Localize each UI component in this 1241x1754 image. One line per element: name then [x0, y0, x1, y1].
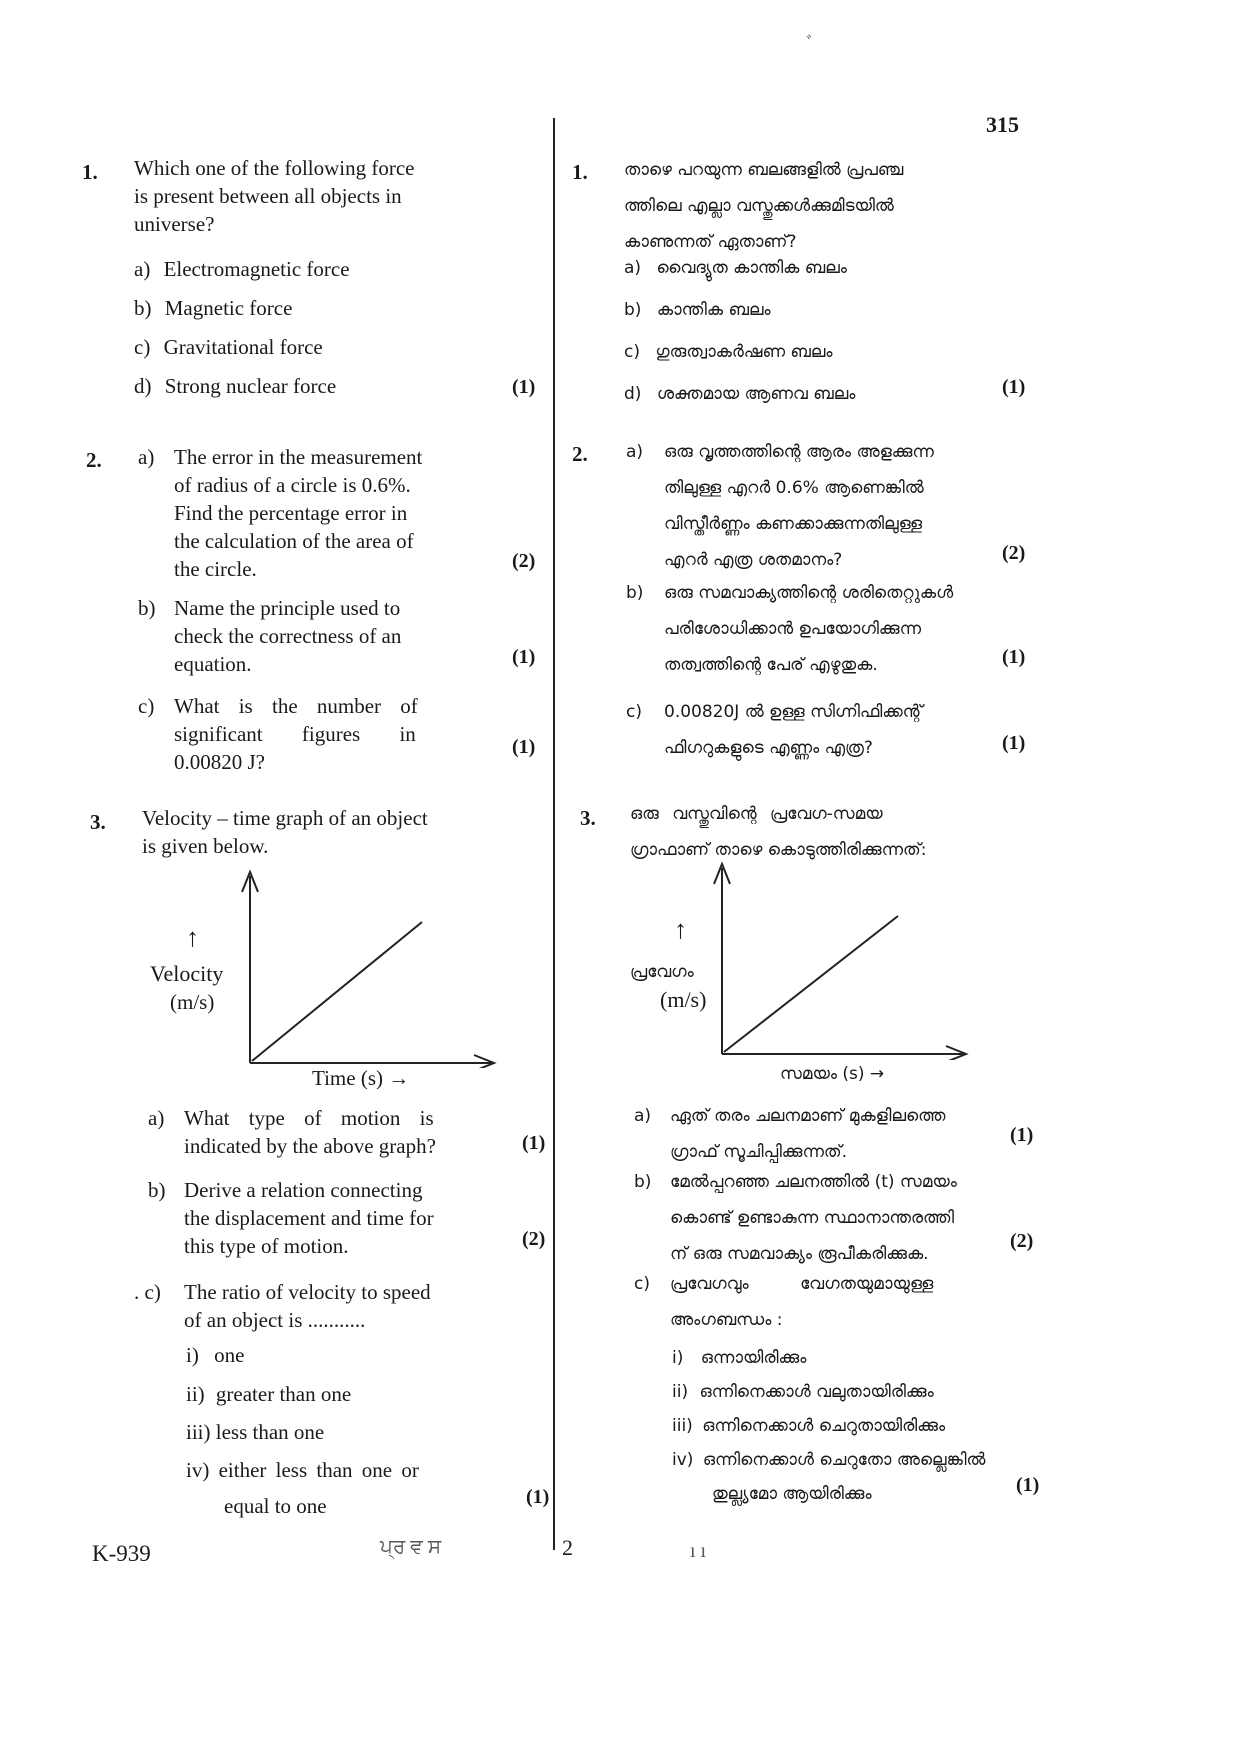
text-line: എറർ എത്ര ശതമാനം?: [664, 550, 843, 570]
text-line: ഒരു വൃത്തത്തിന്റെ ആരം അളക്കുന്ന: [664, 442, 934, 462]
text-line: What type of motion is: [184, 1106, 434, 1130]
en-q1-line: universe?: [134, 212, 215, 236]
en-q1-option-c: [134, 333, 323, 361]
text-line: വിസ്തീർണ്ണം കണക്കാക്കുന്നതിലുള്ള: [664, 514, 923, 534]
ml-q3c-text: [670, 1266, 1010, 1338]
text-line: അംഗബന്ധം :: [670, 1310, 783, 1330]
en-q2b-label: b): [138, 596, 156, 620]
option-text: ശക്തമായ ആണവ ബലം: [656, 384, 856, 404]
option-text: greater than one: [215, 1382, 352, 1406]
ml-q1-option-b: [624, 292, 771, 328]
text-line: this type of motion.: [184, 1234, 349, 1258]
ml-q3a-mark: (1): [1010, 1124, 1034, 1146]
ml-q3c-option-iii: [672, 1408, 945, 1444]
option-text: one: [214, 1343, 245, 1367]
ml-q2a-label: a): [626, 442, 644, 462]
option-label: ii): [186, 1382, 205, 1406]
option-text: Gravitational force: [163, 335, 323, 359]
text-line: check the correctness of an: [174, 624, 402, 648]
ml-q2b-label: b): [626, 583, 644, 603]
ml-q3c-label: c): [634, 1274, 650, 1294]
option-text: ഒന്നിനെക്കാൾ ചെറുതോ അല്ലെങ്കിൽ: [702, 1450, 986, 1470]
ml-graph-xlabel: സമയം (s) →: [780, 1064, 885, 1084]
text-line: The error in the measurement: [174, 445, 423, 469]
option-label: a): [134, 257, 151, 281]
text-line: ഒരു വസ്തുവിന്റെ പ്രവേഗ-സമയ: [630, 804, 883, 824]
en-q2a-mark: (2): [512, 550, 536, 572]
ml-q3c-option-ii: [672, 1374, 934, 1410]
en-q3b-mark: (2): [522, 1228, 546, 1250]
ml-q1-option-a: [624, 250, 847, 286]
text-line: the circle.: [174, 557, 257, 581]
ml-q3b-mark: (2): [1010, 1230, 1034, 1252]
option-text: ഒന്നായിരിക്കും: [700, 1348, 807, 1368]
ml-q2c-text: [664, 694, 994, 766]
ml-q3-stem: [630, 796, 1010, 868]
text-line: Name the principle used to: [174, 596, 401, 620]
text-line: The ratio of velocity to speed: [184, 1280, 431, 1304]
en-q3-stem: [142, 804, 522, 860]
text-line: Find the percentage error in: [174, 501, 408, 525]
option-label: d): [134, 374, 152, 398]
en-q2c-mark: (1): [512, 736, 536, 758]
ml-q1-stem: [624, 152, 984, 260]
option-label: i): [672, 1348, 684, 1368]
option-label: iv): [672, 1450, 694, 1470]
text-line: of an object is ...........: [184, 1308, 366, 1332]
text-line: പ്രവേഗവും വേഗതയുമായുള്ള: [670, 1274, 934, 1294]
ml-q2b-mark: (1): [1002, 646, 1026, 668]
ml-graph-yunit: (m/s): [660, 987, 707, 1012]
ml-graph-ylabel: പ്രവേഗം: [630, 962, 694, 982]
option-label: d): [624, 384, 642, 404]
ml-q2-number: 2.: [572, 442, 588, 466]
en-q2a-label: a): [138, 445, 155, 469]
ml-q2a-mark: (2): [1002, 542, 1026, 564]
text-line: ഒരു സമവാക്യത്തിന്റെ ശരിതെറ്റുകൾ: [664, 583, 954, 603]
text-line: is given below.: [142, 834, 269, 858]
ml-q3a-text: [670, 1098, 1000, 1170]
option-label: iv): [186, 1458, 210, 1482]
text-line: the calculation of the area of: [174, 529, 414, 553]
ml-q1-mark: (1): [1002, 376, 1026, 398]
en-q2-number: 2.: [86, 448, 102, 472]
text-line: തിലുള്ള എറർ 0.6% ആണെങ്കിൽ: [664, 478, 924, 498]
up-arrow-icon: ↑: [186, 923, 199, 952]
option-text: either less than one or: [218, 1458, 419, 1482]
text-line: കൊണ്ട് ഉണ്ടാകുന്ന സ്ഥാനാന്തരത്തി: [670, 1208, 955, 1228]
en-q1-option-a: [134, 255, 350, 283]
option-label: iii): [186, 1420, 211, 1444]
footer-page-number: 2: [562, 1535, 573, 1560]
velocity-line: [252, 922, 422, 1061]
text-line: equation.: [174, 652, 252, 676]
option-label: iii): [672, 1416, 693, 1436]
option-text: വൈദ്യുത കാന്തിക ബലം: [656, 258, 847, 278]
option-label: b): [624, 300, 642, 320]
text-line: ഏത് തരം ചലനമാണ് മുകളിലത്തെ: [670, 1106, 946, 1126]
ml-q3c-option-i: [672, 1340, 806, 1376]
text-line: of radius of a circle is 0.6%.: [174, 473, 411, 497]
en-graph-axes: [230, 868, 500, 1068]
option-label: ii): [672, 1382, 689, 1402]
ml-q3b-text: [670, 1164, 1010, 1272]
en-graph-ylabel: Velocity: [150, 961, 224, 986]
ml-q2c-mark: (1): [1002, 732, 1026, 754]
en-q1-line: is present between all objects in: [134, 184, 402, 208]
option-text: ഒന്നിനെക്കാൾ വലുതായിരിക്കും: [699, 1382, 934, 1402]
option-text: ഗുരുത്വാകർഷണ ബലം: [655, 342, 833, 362]
en-q3c-option-iv: [186, 1456, 419, 1484]
en-q1-option-b: [134, 294, 292, 322]
en-q3c-option-iv-continued: equal to one: [224, 1494, 327, 1518]
option-label: a): [624, 258, 642, 278]
text-line: ത്തിലെ എല്ലാ വസ്തുക്കൾക്കുമിടയിൽ: [624, 196, 894, 216]
text-line: പരിശോധിക്കാൻ ഉപയോഗിക്കുന്ന: [664, 619, 922, 639]
option-text: Magnetic force: [164, 296, 293, 320]
option-label: c): [134, 335, 151, 359]
ml-q3c-option-iv: [672, 1442, 985, 1478]
stray-mark: ﾞ: [806, 34, 815, 54]
option-label: b): [134, 296, 152, 320]
text-line: ഫിഗറുകളുടെ എണ്ണം എത്ര?: [664, 738, 873, 758]
en-q2a-text: [174, 443, 504, 583]
ml-q2c-label: c): [626, 702, 642, 722]
en-q1-line: Which one of the following force: [134, 156, 415, 180]
option-text: കാന്തിക ബലം: [656, 300, 771, 320]
ml-q3c-option-iv-continued: തുല്ല്യമോ ആയിരിക്കും: [712, 1484, 872, 1504]
ml-q3a-label: a): [634, 1106, 652, 1126]
ml-q1-option-c: [624, 334, 833, 370]
text-line: കാണുന്നത് ഏതാണ്?: [624, 232, 797, 252]
ml-q3b-label: b): [634, 1172, 652, 1192]
en-q2b-text: [174, 594, 504, 678]
text-line: indicated by the above graph?: [184, 1134, 436, 1158]
text-line: significant figures in: [174, 722, 416, 746]
en-q2b-mark: (1): [512, 646, 536, 668]
text-line: ഗ്രാഫ് സൂചിപ്പിക്കുന്നത്.: [670, 1142, 848, 1162]
en-q3a-text: [184, 1104, 524, 1160]
ml-q1-option-d: [624, 376, 855, 412]
ml-q3c-mark: (1): [1016, 1474, 1040, 1496]
column-divider: [553, 118, 555, 1550]
en-q3c-text: [184, 1278, 524, 1334]
option-text: Electromagnetic force: [163, 257, 350, 281]
en-q3a-mark: (1): [522, 1132, 546, 1154]
text-line: 0.00820J ൽ ഉള്ള സിഗ്നിഫിക്കന്റ്: [664, 702, 923, 722]
ml-q2a-text: [664, 434, 994, 578]
en-q3-number: 3.: [90, 810, 106, 834]
en-q2c-text: [174, 692, 504, 776]
en-q1-number: 1.: [82, 160, 98, 184]
ml-q2b-text: [664, 575, 994, 683]
en-q3c-option-iii: [186, 1418, 324, 1446]
option-label: i): [186, 1343, 199, 1367]
text-line: the displacement and time for: [184, 1206, 434, 1230]
text-line: താഴെ പറയുന്ന ബലങ്ങളിൽ പ്രപഞ്ച: [624, 160, 904, 180]
en-q1-stem: [134, 154, 514, 238]
paper-code: K-939: [92, 1541, 151, 1566]
text-line: തത്വത്തിന്റെ പേര് എഴുതുക.: [664, 655, 878, 675]
en-graph-xlabel: Time (s) →: [312, 1066, 410, 1090]
handwritten-mark: ı ı: [690, 1540, 707, 1562]
text-line: What is the number of: [174, 694, 418, 718]
up-arrow-icon: ↑: [674, 915, 687, 944]
text-line: ന് ഒരു സമവാക്യം രൂപീകരിക്കുക.: [670, 1244, 929, 1264]
option-text: ഒന്നിനെക്കാൾ ചെറുതായിരിക്കും: [702, 1416, 946, 1436]
page-number: 315: [986, 112, 1019, 137]
en-q1-mark: (1): [512, 376, 536, 398]
en-q3c-option-i: [186, 1341, 244, 1369]
ml-q3-number: 3.: [580, 806, 596, 830]
en-q1-option-d: [134, 372, 336, 400]
en-q3a-label: a): [148, 1106, 165, 1130]
option-label: c): [624, 342, 640, 362]
option-text: Strong nuclear force: [164, 374, 337, 398]
text-line: ഗ്രാഫാണ് താഴെ കൊടുത്തിരിക്കുന്നത്:: [630, 840, 927, 860]
ml-q1-number: 1.: [572, 160, 588, 184]
en-q3c-label: . c): [134, 1280, 161, 1304]
text-line: 0.00820 J?: [174, 750, 265, 774]
en-q3b-label: b): [148, 1178, 166, 1202]
en-graph-yunit: (m/s): [170, 990, 215, 1014]
en-q3c-mark: (1): [526, 1486, 550, 1508]
x-axis-arrowhead: [474, 1055, 494, 1068]
option-text: less than one: [215, 1420, 325, 1444]
text-line: മേൽപ്പറഞ്ഞ ചലനത്തിൽ (t) സമയം: [670, 1172, 957, 1192]
en-q3b-text: [184, 1176, 524, 1260]
velocity-line: [724, 916, 898, 1052]
en-q3c-option-ii: [186, 1380, 351, 1408]
en-q2c-label: c): [138, 694, 155, 718]
text-line: Velocity – time graph of an object: [142, 806, 428, 830]
ml-graph-axes: [702, 860, 972, 1060]
text-line: Derive a relation connecting: [184, 1178, 423, 1202]
handwritten-scribble: ਪ੍ਰ ਵ ਸ: [380, 1536, 442, 1558]
